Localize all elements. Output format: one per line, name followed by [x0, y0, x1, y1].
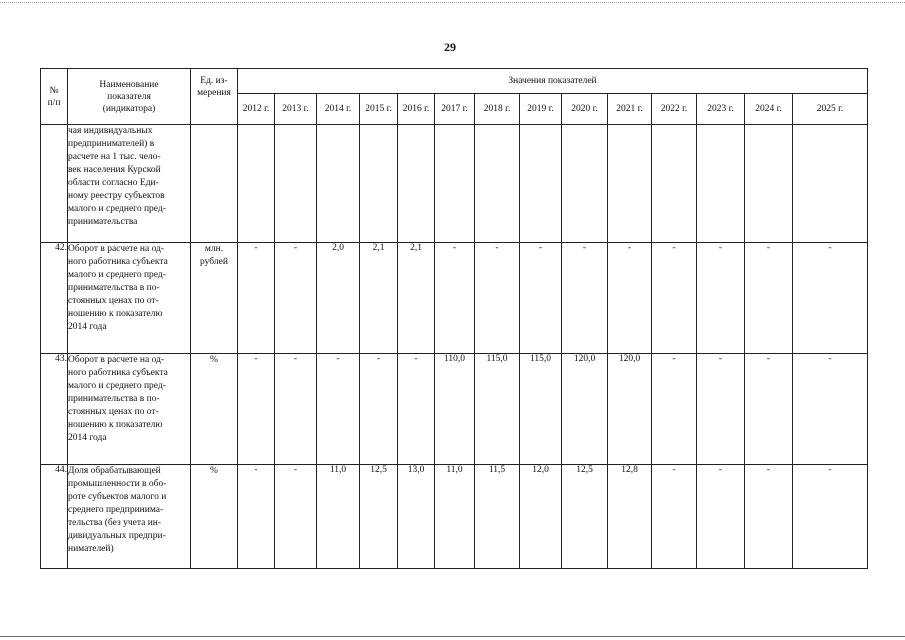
indicator-name-line: 2014 года — [68, 322, 107, 332]
indicator-name — [68, 465, 191, 569]
indicator-value: - — [238, 354, 275, 465]
indicator-name-line: области согласно Еди- — [68, 178, 159, 188]
header-unit: Ед. из- мерения — [191, 69, 238, 125]
indicator-value: - — [275, 354, 317, 465]
indicator-name-line: принимательства в по- — [68, 394, 160, 404]
indicator-name — [68, 125, 191, 243]
indicator-value — [652, 125, 697, 243]
unit-of-measure — [191, 243, 238, 354]
indicator-value: - — [652, 354, 697, 465]
indicator-value: - — [360, 354, 398, 465]
indicator-value: 11,0 — [317, 465, 360, 569]
indicator-value — [360, 125, 398, 243]
indicator-name-line: нимателей) — [68, 544, 114, 554]
indicator-value: 11,5 — [475, 465, 520, 569]
header-year: 2025 г. — [793, 94, 868, 125]
indicator-value: - — [317, 354, 360, 465]
indicator-value — [398, 125, 435, 243]
indicator-value: 110,0 — [435, 354, 475, 465]
header-year: 2023 г. — [697, 94, 745, 125]
indicator-name-line: промышленности в обо- — [68, 479, 167, 489]
indicator-name-line: Оборот в расчете на од- — [68, 244, 165, 254]
indicator-value: 12,5 — [360, 465, 398, 569]
indicators-table — [40, 68, 868, 569]
indicator-value: 115,0 — [520, 354, 562, 465]
indicator-value: 2,0 — [317, 243, 360, 354]
table-row — [41, 465, 868, 569]
indicator-name — [68, 243, 191, 354]
indicator-value — [745, 125, 793, 243]
indicator-name-line: роте субъектов малого и — [68, 492, 167, 502]
indicator-value: - — [652, 243, 697, 354]
unit-of-measure — [191, 354, 238, 465]
indicator-value: 11,0 — [435, 465, 475, 569]
indicator-name-line: 2014 года — [68, 433, 107, 443]
indicator-value: - — [435, 243, 475, 354]
header-year: 2024 г. — [745, 94, 793, 125]
indicator-value: 12,5 — [562, 465, 608, 569]
row-number: 43. — [41, 354, 68, 465]
row-number: 44. — [41, 465, 68, 569]
header-year: 2020 г. — [562, 94, 608, 125]
header-values-group: Значения показателей — [238, 69, 868, 94]
indicator-name-line: чая индивидуальных — [68, 126, 153, 136]
indicator-name-line: среднего предпринима- — [68, 505, 164, 515]
indicator-value: 115,0 — [475, 354, 520, 465]
indicator-name-line: стоянных ценах по от- — [68, 296, 159, 306]
indicator-value: - — [745, 354, 793, 465]
table-row — [41, 354, 868, 465]
indicator-value — [697, 125, 745, 243]
indicator-name-line: принимательства в по- — [68, 283, 160, 293]
indicator-value: - — [275, 243, 317, 354]
indicator-value: - — [745, 465, 793, 569]
indicator-value — [562, 125, 608, 243]
header-year: 2017 г. — [435, 94, 475, 125]
scan-edge-top — [0, 2, 905, 3]
indicator-value — [435, 125, 475, 243]
unit-line: рублей — [200, 257, 228, 267]
indicator-value — [317, 125, 360, 243]
indicator-name-line: век населения Курской — [68, 165, 161, 175]
indicator-name-line: ношению к показателю — [68, 309, 163, 319]
header-number: № п/п — [41, 69, 68, 125]
indicator-value: 13,0 — [398, 465, 435, 569]
row-number — [41, 125, 68, 243]
indicator-value: - — [475, 243, 520, 354]
scan-edge-bottom — [0, 636, 905, 637]
indicator-value: - — [793, 465, 868, 569]
indicator-name-line: расчете на 1 тыс. чело- — [68, 152, 161, 162]
indicator-name-line: Доля обрабатывающей — [68, 466, 161, 476]
indicator-value: - — [562, 243, 608, 354]
header-year: 2021 г. — [608, 94, 652, 125]
table-row — [41, 243, 868, 354]
indicator-value: - — [697, 465, 745, 569]
indicator-value: - — [238, 465, 275, 569]
indicator-value: - — [793, 243, 868, 354]
indicator-value: - — [697, 243, 745, 354]
unit-line: млн. — [204, 244, 224, 254]
indicator-name-line: ному реестру субъектов — [68, 191, 165, 201]
header-year: 2012 г. — [238, 94, 275, 125]
indicator-value — [793, 125, 868, 243]
indicator-name-line: ного работника субъекта — [68, 257, 168, 267]
header-year: 2014 г. — [317, 94, 360, 125]
indicator-name-line: малого и среднего пред- — [68, 204, 166, 214]
indicator-name-line: малого и среднего пред- — [68, 381, 166, 391]
indicator-value — [275, 125, 317, 243]
header-year: 2019 г. — [520, 94, 562, 125]
indicator-value: - — [238, 243, 275, 354]
indicator-value: - — [398, 354, 435, 465]
unit-line: % — [210, 466, 218, 476]
indicator-name-line: Оборот в расчете на од- — [68, 355, 165, 365]
indicator-value — [475, 125, 520, 243]
indicator-name-line: ного работника субъекта — [68, 368, 168, 378]
indicator-name — [68, 354, 191, 465]
header-year: 2016 г. — [398, 94, 435, 125]
indicator-value: - — [652, 465, 697, 569]
indicator-name-line: стоянных ценах по от- — [68, 407, 159, 417]
indicator-value — [608, 125, 652, 243]
header-indicator-name: Наименование показателя (индикатора) — [68, 69, 191, 125]
unit-of-measure — [191, 465, 238, 569]
indicator-value: - — [520, 243, 562, 354]
header-year: 2022 г. — [652, 94, 697, 125]
indicator-value: 2,1 — [360, 243, 398, 354]
indicator-value: - — [793, 354, 868, 465]
indicator-name-line: малого и среднего пред- — [68, 270, 166, 280]
indicator-name-line: принимательства — [68, 217, 138, 227]
indicator-value: - — [745, 243, 793, 354]
unit-line: % — [210, 355, 218, 365]
header-year: 2015 г. — [360, 94, 398, 125]
indicator-value — [238, 125, 275, 243]
indicator-value: 120,0 — [608, 354, 652, 465]
indicator-value: 120,0 — [562, 354, 608, 465]
row-number: 42. — [41, 243, 68, 354]
indicator-name-line: ношению к показателю — [68, 420, 163, 430]
unit-of-measure — [191, 125, 238, 243]
indicator-name-line: тельства (без учета ин- — [68, 518, 162, 528]
indicator-name-line: предпринимателей) в — [68, 139, 155, 149]
indicator-value: - — [608, 243, 652, 354]
table-row — [41, 125, 868, 243]
indicator-value: 12,8 — [608, 465, 652, 569]
header-year: 2018 г. — [475, 94, 520, 125]
indicator-value: 2,1 — [398, 243, 435, 354]
indicator-value: 12,0 — [520, 465, 562, 569]
header-year: 2013 г. — [275, 94, 317, 125]
indicator-value: - — [697, 354, 745, 465]
indicator-name-line: дивидуальных предпри- — [68, 531, 166, 541]
page-number: 29 — [444, 40, 456, 54]
indicator-value — [520, 125, 562, 243]
indicator-value: - — [275, 465, 317, 569]
